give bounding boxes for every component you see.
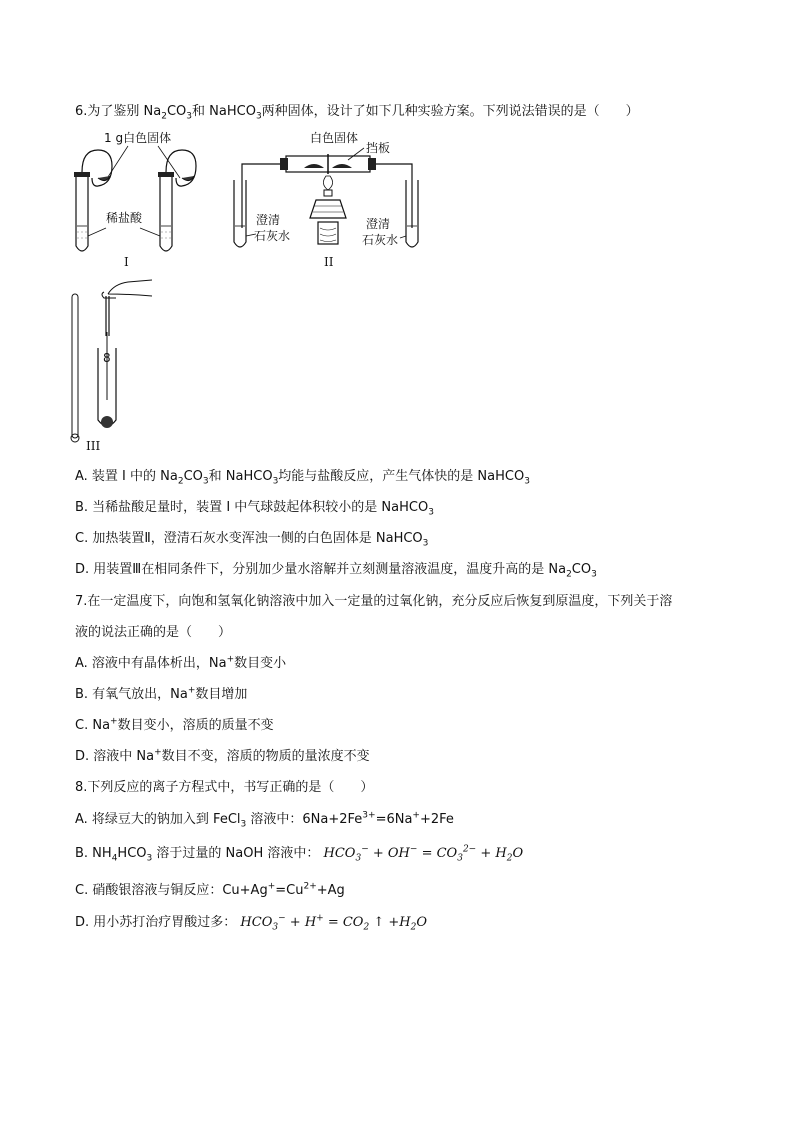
q8-option-c: C. 硝酸银溶液与铜反应：$Cu+Ag^+=Cu^{2+}+Ag$ [75, 881, 345, 898]
q6-option-b: B. 当稀盐酸足量时，装置 I 中气球鼓起体积较小的是 NaHCO$_3$ [75, 500, 434, 518]
figure-apparatus-1 [68, 128, 208, 270]
figure-apparatus-2 [228, 128, 428, 270]
fig2-lime-left-1: 澄清 [256, 213, 281, 227]
q7-option-a: A. 溶液中有晶体析出，Na+数目变小 [75, 654, 287, 671]
q8-option-d: D. 用小苏打治疗胃酸过多： $HCO_3^- + H^+ = CO_2$ ↑ $+H_2O$ [75, 913, 427, 933]
q8-d-equation: $HCO_3^- + H^+ = CO_2$ ↑ $+H_2O$ [240, 913, 427, 933]
balloon-left [82, 150, 112, 186]
q8-stem: 8.下列反应的离子方程式中，书写正确的是（ ） [75, 780, 374, 795]
q7-stem-line1: 7.在一定温度下，向饱和氢氧化钠溶液中加入一定量的过氧化钠，充分反应后恢复到原温度，下列关于溶 [75, 594, 673, 609]
fig2-lime-right-1: 澄清 [366, 217, 391, 231]
fig1-solid-label: 1 g白色固体 [104, 131, 172, 145]
fig3-thermo-mark: 8 [103, 351, 111, 365]
fig2-solid-label: 白色固体 [310, 131, 359, 145]
fig1-acid-label: 稀盐酸 [106, 211, 143, 225]
q6-option-a: A. 装置 I 中的 $Na_2CO_3$和 NaHCO$_3$均能与盐酸反应，产生气体快的是 NaHCO$_3$ [75, 469, 530, 487]
q7-option-d: D. 溶液中 Na+数目不变，溶质的物质的量浓度不变 [75, 747, 370, 764]
fig2-caption: II [324, 255, 334, 269]
q6-option-d: D. 用装置Ⅲ在相同条件下，分别加少量水溶解并立刻测量溶液温度，温度升高的是 $Na_2CO_3$ [75, 562, 597, 580]
q6-stem: 6.为了鉴别 $Na_2CO_3$和 NaHCO$_3$两种固体，设计了如下几种实验方案。下列说法错误的是（ ） [75, 104, 639, 122]
fig2-baffle-label: 挡板 [366, 141, 391, 155]
fig1-caption: I [124, 255, 129, 269]
balloon-right [166, 150, 196, 186]
q6-option-c: C. 加热装置Ⅱ，澄清石灰水变浑浊一侧的白色固体是 NaHCO$_3$ [75, 531, 429, 549]
q7-option-c: C. Na+数目变小，溶质的质量不变 [75, 716, 274, 733]
fig2-lime-left-2: 石灰水 [254, 229, 291, 243]
fig3-caption: III [86, 439, 101, 453]
q8-b-equation: $HCO_3^- + OH^- = CO_3^{2-} + H_2O$ [323, 844, 524, 864]
figure-apparatus-3 [68, 272, 168, 454]
q7-option-b: B. 有氧气放出，Na+数目增加 [75, 685, 248, 702]
q7-stem-line2: 液的说法正确的是（ ） [75, 625, 232, 640]
fig2-lime-right-2: 石灰水 [362, 233, 399, 247]
q8-option-b: B. $NH_4HCO_3$ 溶于过量的 NaOH 溶液中： $HCO_3^- + OH^- = CO_3^{2-} + H_2O$ [75, 844, 524, 864]
q8-option-a: A. 将绿豆大的钠加入到 FeCl$_3$ 溶液中：$6Na+2Fe^{3+}=6Na^++2Fe$ [75, 810, 454, 830]
